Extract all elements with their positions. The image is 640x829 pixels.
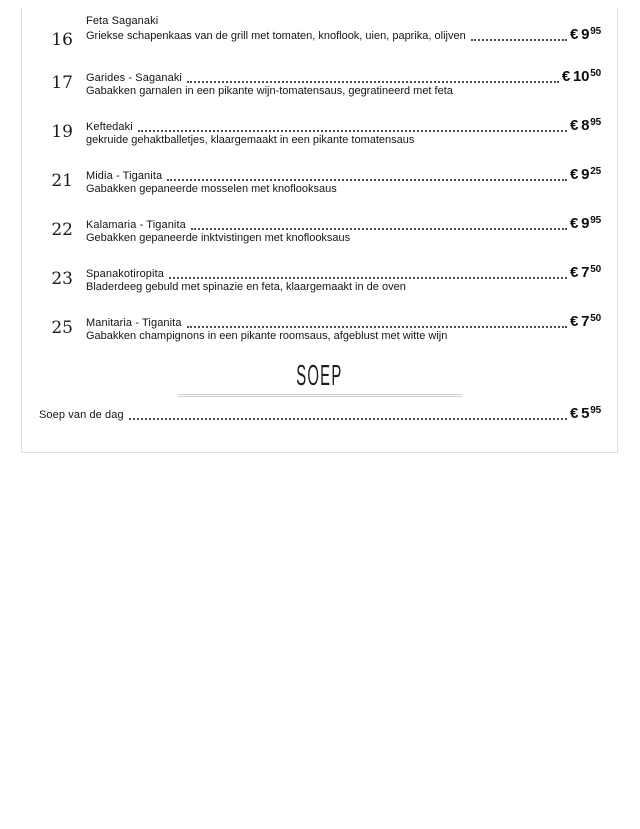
menu-item <box>22 15 617 49</box>
item-content <box>86 168 601 196</box>
item-name: Garides - Saganaki <box>86 72 182 84</box>
price-units: 9 <box>581 26 590 43</box>
dotted-leader <box>471 39 567 41</box>
menu-item <box>22 217 617 245</box>
euro-symbol: € <box>569 215 579 232</box>
item-description-line <box>86 281 601 294</box>
price-cents: 95 <box>590 117 601 128</box>
item-content <box>86 217 601 245</box>
section-title: SOEP <box>296 360 343 393</box>
item-price <box>570 119 601 134</box>
item-content <box>86 15 601 49</box>
item-price <box>570 217 601 232</box>
price-cents: 95 <box>590 215 601 226</box>
price-cents: 50 <box>590 68 601 79</box>
section-divider <box>178 394 462 397</box>
price-cents: 95 <box>590 405 601 416</box>
price-units: 5 <box>581 405 590 422</box>
menu-items <box>22 8 617 343</box>
item-number: 17 <box>51 73 73 93</box>
euro-symbol: € <box>569 313 579 330</box>
dotted-leader <box>191 228 567 230</box>
dotted-leader <box>129 418 567 420</box>
item-description: gekruide gehaktballetjes, klaargemaakt in een pikante tomatensaus <box>86 134 415 146</box>
dotted-leader <box>169 277 567 279</box>
item-title-line <box>86 15 601 28</box>
item-description: Gabakken garnalen in een pikante wijn-tomatensaus, gegratineerd met feta <box>86 85 453 97</box>
euro-symbol: € <box>569 26 579 43</box>
item-name: Kalamaria - Tiganita <box>86 219 186 231</box>
item-title-line <box>86 70 601 85</box>
item-price <box>570 315 601 330</box>
item-description-line <box>86 183 601 196</box>
soup-price <box>570 407 601 422</box>
menu-item <box>22 70 617 98</box>
item-number: 16 <box>51 30 73 50</box>
item-content <box>86 266 601 294</box>
menu-item <box>22 266 617 294</box>
item-title-line <box>86 168 601 183</box>
item-description-line <box>86 330 601 343</box>
menu-item <box>22 119 617 147</box>
item-content <box>86 315 601 343</box>
price-units: 9 <box>581 215 590 232</box>
item-price <box>570 266 601 281</box>
item-description-line <box>86 232 601 245</box>
item-name: Midia - Tiganita <box>86 170 163 182</box>
price-units: 8 <box>581 117 590 134</box>
price-cents: 95 <box>590 26 601 37</box>
item-title-line <box>86 217 601 232</box>
item-name: Manitaria - Tiganita <box>86 317 182 329</box>
item-description: Griekse schapenkaas van de grill met tomaten, knoflook, uien, paprika, olijven <box>86 30 466 42</box>
price-units: 10 <box>572 68 590 85</box>
item-description-line <box>86 85 601 98</box>
price-units: 9 <box>581 166 590 183</box>
dotted-leader <box>167 179 567 181</box>
item-number: 21 <box>51 171 73 191</box>
price-cents: 50 <box>590 264 601 275</box>
item-name: Feta Saganaki <box>86 15 159 27</box>
dotted-leader <box>187 326 567 328</box>
price-units: 7 <box>581 264 590 281</box>
euro-symbol: € <box>561 68 570 85</box>
item-title-line <box>86 266 601 281</box>
item-price <box>562 70 601 85</box>
item-number: 19 <box>51 122 73 142</box>
menu-card <box>21 8 618 453</box>
dotted-leader <box>187 81 559 83</box>
price-units: 7 <box>581 313 590 330</box>
item-name: Keftedaki <box>86 121 133 133</box>
soup-name: Soep van de dag <box>39 409 124 421</box>
item-description-line <box>86 134 601 147</box>
euro-symbol: € <box>569 405 579 422</box>
item-number: 22 <box>51 220 73 240</box>
soup-row <box>39 407 601 422</box>
item-price <box>570 168 601 183</box>
item-number: 23 <box>51 269 73 289</box>
euro-symbol: € <box>569 264 579 281</box>
item-content <box>86 70 601 98</box>
item-description: Bladerdeeg gebuld met spinazie en feta, klaargemaakt in de oven <box>86 281 406 293</box>
menu-item <box>22 168 617 196</box>
menu-item <box>22 315 617 343</box>
item-description: Gabakken gepaneerde mosselen met knoflooksaus <box>86 183 337 195</box>
item-title-line <box>86 119 601 134</box>
item-description: Gabakken champignons in een pikante roomsaus, afgeblust met witte wijn <box>86 330 448 342</box>
price-cents: 50 <box>590 313 601 324</box>
dotted-leader <box>138 130 567 132</box>
euro-symbol: € <box>569 117 579 134</box>
item-number: 25 <box>51 318 73 338</box>
section-header <box>22 360 617 397</box>
item-description-line <box>86 28 601 43</box>
item-price <box>570 28 601 43</box>
item-title-line <box>86 315 601 330</box>
euro-symbol: € <box>569 166 579 183</box>
price-cents: 25 <box>590 166 601 177</box>
item-name: Spanakotiropita <box>86 268 164 280</box>
item-content <box>86 119 601 147</box>
item-description: Gebakken gepaneerde inktvistingen met knoflooksaus <box>86 232 351 244</box>
